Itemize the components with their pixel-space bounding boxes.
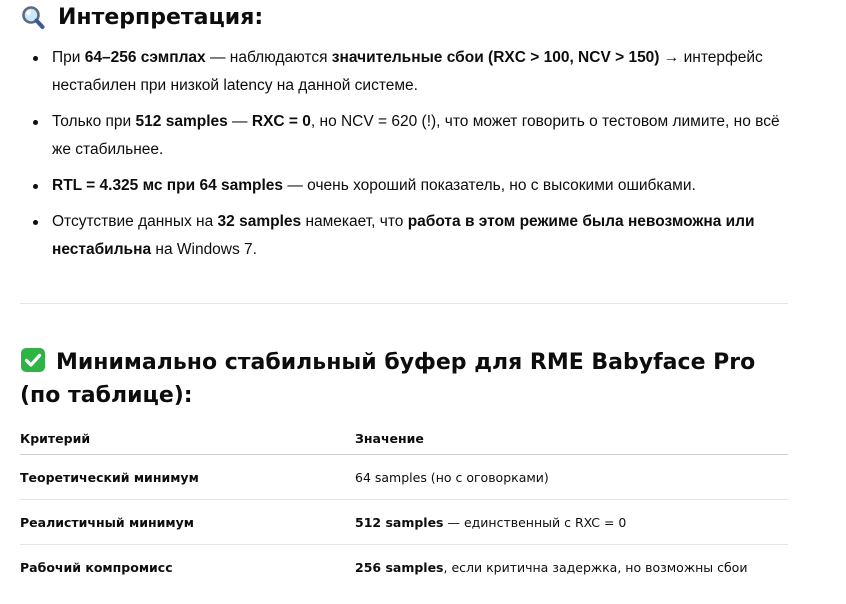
list-item: При 64–256 сэмплах — наблюдаются значительные сбои (RXC > 100, NCV > 150) → интерфейс нестабилен при низкой latency на данной системе. — [20, 44, 788, 100]
interpretation-list — [20, 44, 788, 272]
criterion-cell: Теоретический минимум — [20, 455, 355, 500]
criterion-cell: Рабочий компромисс — [20, 559, 173, 575]
table-row — [20, 455, 788, 500]
table-row — [20, 500, 788, 545]
interpretation-title: Интерпретация: — [58, 5, 264, 30]
section-divider — [20, 303, 788, 304]
buffer-table — [20, 422, 788, 589]
list-item: Отсутствие данных на 32 samples намекает, что работа в этом режиме была невозможна или нестабильна на Windows 7. — [20, 208, 788, 264]
check-mark-icon — [20, 347, 46, 373]
list-item: RTL = 4.325 мс при 64 samples — очень хороший показатель, но с высокими ошибками. — [20, 172, 788, 200]
column-header-criterion: Критерий — [20, 422, 355, 455]
value-cell: 64 samples (но с оговорками) — [355, 455, 788, 500]
table-header-row — [20, 422, 788, 455]
magnifier-icon — [20, 5, 46, 31]
value-cell: 256 samples, если критична задержка, но возможны сбои — [355, 559, 748, 575]
column-header-value: Значение — [355, 422, 788, 455]
table-row — [20, 545, 788, 590]
interpretation-heading — [20, 4, 263, 32]
minimum-buffer-title: Минимально стабильный буфер для RME Babyface Pro (по таблице): — [20, 350, 756, 408]
list-item: Только при 512 samples — RXC = 0, но NCV = 620 (!), что может говорить о тестовом лимите, но всё же стабильнее. — [20, 108, 788, 164]
criterion-cell: Реалистичный минимум — [20, 500, 355, 545]
minimum-buffer-heading — [20, 346, 780, 412]
value-cell: 512 samples — единственный с RXC = 0 — [355, 500, 788, 545]
